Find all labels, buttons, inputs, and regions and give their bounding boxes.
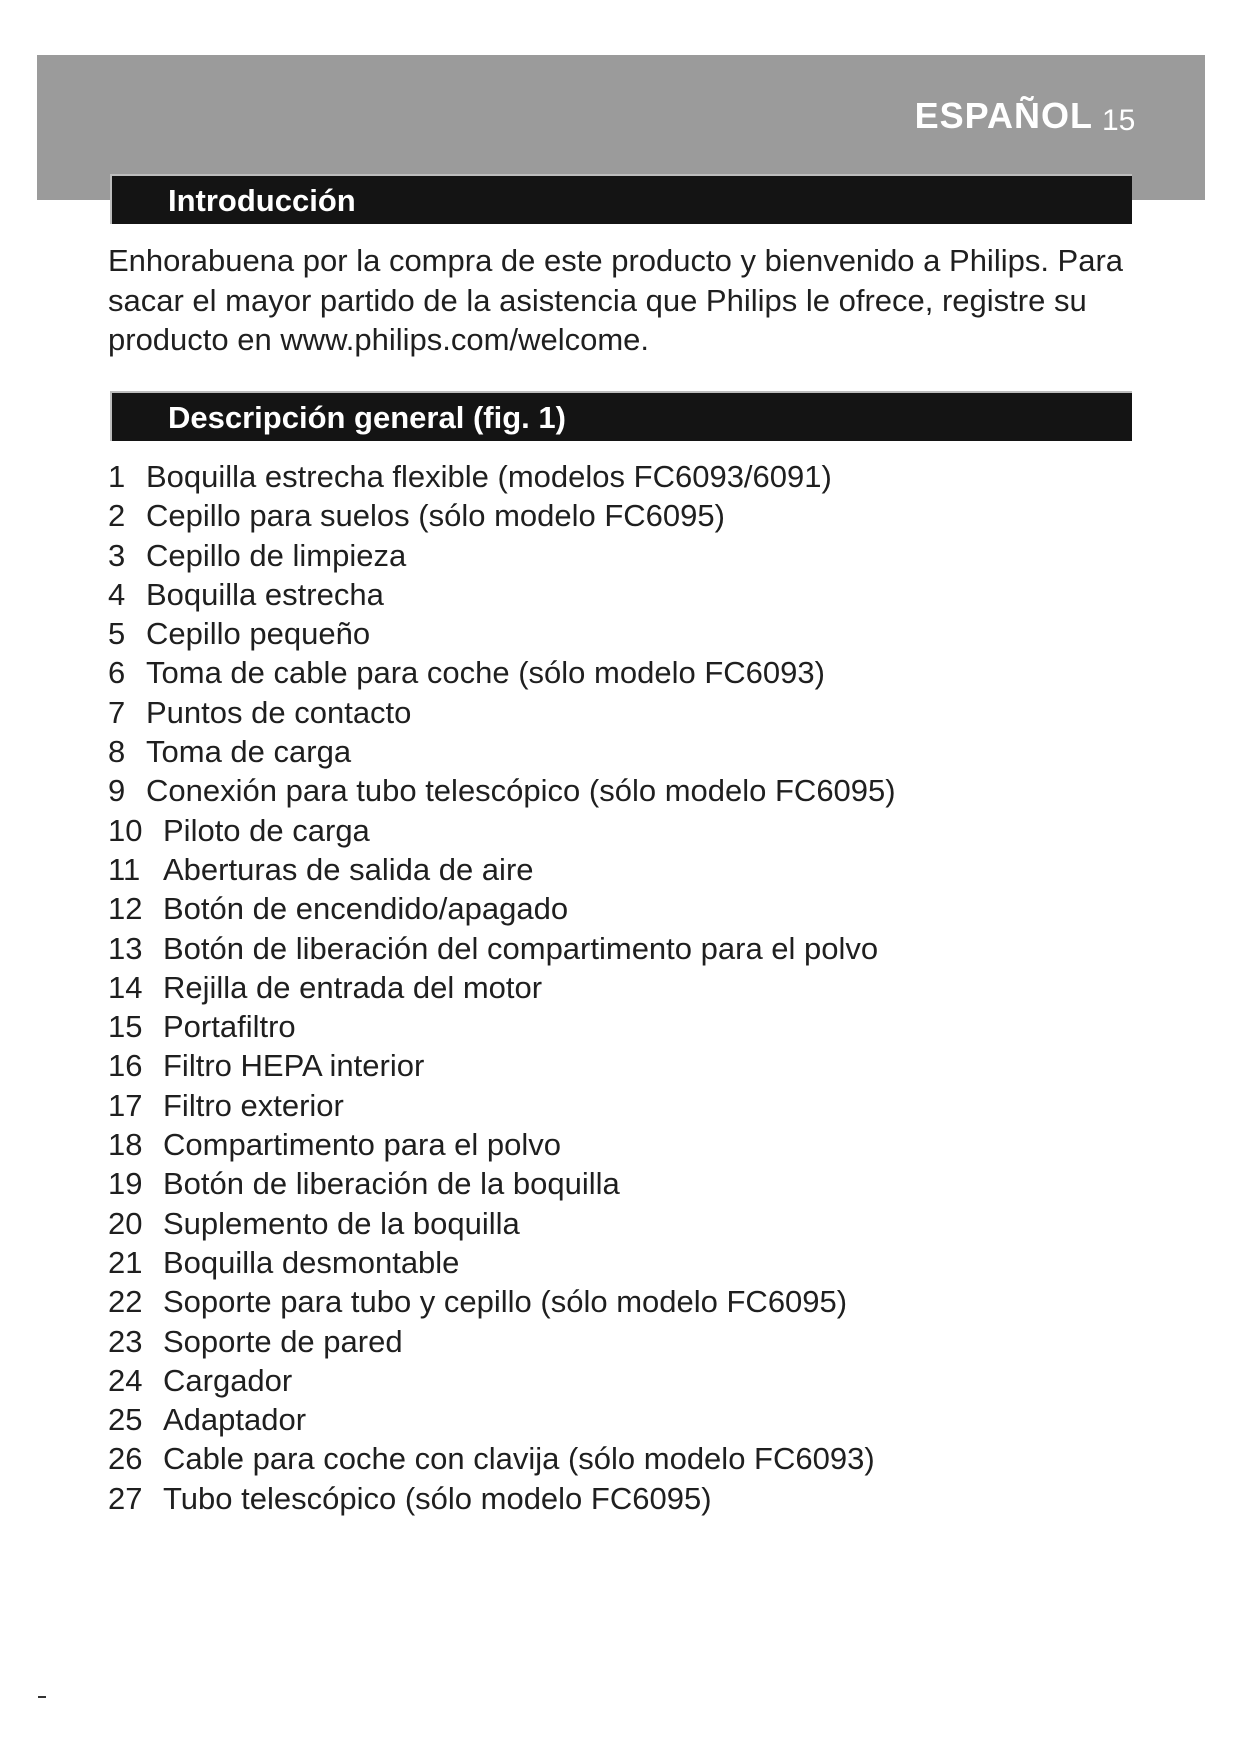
item-number: 13	[108, 930, 143, 966]
item-text: Suplemento de la boquilla	[163, 1205, 520, 1241]
item-number: 5	[108, 616, 126, 652]
item-text: Piloto de carga	[163, 812, 370, 848]
item-text: Portafiltro	[163, 1009, 296, 1045]
list-item	[108, 1086, 896, 1125]
description-section-bar	[110, 391, 1132, 441]
item-number: 25	[108, 1402, 143, 1438]
item-text: Soporte para tubo y cepillo (sólo modelo FC6095)	[163, 1284, 848, 1320]
item-number: 4	[108, 576, 126, 612]
intro-heading: Introducción	[168, 183, 356, 218]
list-item	[108, 536, 896, 575]
list-item	[108, 732, 896, 771]
item-number: 24	[108, 1362, 143, 1398]
page-number: 15	[1102, 104, 1136, 137]
item-number: 11	[108, 851, 141, 887]
list-item	[108, 1046, 896, 1085]
list-item	[108, 1125, 896, 1164]
item-text: Toma de carga	[146, 734, 352, 770]
item-text: Botón de liberación del compartimento para el polvo	[163, 930, 879, 966]
item-text: Aberturas de salida de aire	[163, 851, 534, 887]
item-text: Rejilla de entrada del motor	[163, 969, 543, 1005]
item-number: 21	[108, 1244, 143, 1280]
list-item	[108, 811, 896, 850]
list-item	[108, 889, 896, 928]
item-number: 10	[108, 812, 143, 848]
page-edge-mark	[38, 1696, 46, 1698]
list-item	[108, 1282, 896, 1321]
list-item	[108, 1204, 896, 1243]
item-text: Tubo telescópico (sólo modelo FC6095)	[163, 1480, 712, 1516]
item-text: Puntos de contacto	[146, 694, 412, 730]
list-item	[108, 1243, 896, 1282]
item-text: Cepillo de limpieza	[146, 537, 407, 573]
list-item	[108, 457, 896, 496]
item-text: Cepillo pequeño	[146, 616, 371, 652]
item-text: Boquilla estrecha	[146, 576, 384, 612]
item-text: Botón de encendido/apagado	[163, 891, 569, 927]
item-number: 12	[108, 891, 143, 927]
list-item	[108, 1400, 896, 1439]
language-title: ESPAÑOL	[914, 95, 1093, 136]
item-number: 20	[108, 1205, 143, 1241]
list-item	[108, 1361, 896, 1400]
list-item	[108, 1439, 896, 1478]
item-number: 16	[108, 1048, 143, 1084]
list-item	[108, 1479, 896, 1518]
item-number: 6	[108, 655, 126, 691]
item-number: 22	[108, 1284, 143, 1320]
item-number: 18	[108, 1127, 143, 1163]
list-item	[108, 614, 896, 653]
list-item	[108, 496, 896, 535]
item-number: 14	[108, 969, 143, 1005]
item-text: Cargador	[163, 1362, 293, 1398]
item-text: Soporte de pared	[163, 1323, 403, 1359]
intro-section-bar	[110, 174, 1132, 224]
item-text: Adaptador	[163, 1402, 307, 1438]
item-text: Conexión para tubo telescópico (sólo modelo FC6095)	[146, 773, 896, 809]
list-item	[108, 968, 896, 1007]
list-item	[108, 653, 896, 692]
item-text: Boquilla desmontable	[163, 1244, 460, 1280]
list-item	[108, 575, 896, 614]
item-text: Cable para coche con clavija (sólo modelo FC6093)	[163, 1441, 875, 1477]
item-number: 7	[108, 694, 126, 730]
item-text: Cepillo para suelos (sólo modelo FC6095)	[146, 498, 725, 534]
item-text: Filtro exterior	[163, 1087, 344, 1123]
item-number: 2	[108, 498, 126, 534]
item-text: Botón de liberación de la boquilla	[163, 1166, 620, 1202]
list-item	[108, 771, 896, 810]
item-number: 27	[108, 1480, 143, 1516]
item-number: 15	[108, 1009, 143, 1045]
description-heading: Descripción general (fig. 1)	[168, 400, 566, 435]
item-text: Filtro HEPA interior	[163, 1048, 425, 1084]
item-number: 17	[108, 1087, 143, 1123]
list-item	[108, 1007, 896, 1046]
list-item	[108, 929, 896, 968]
list-item	[108, 1322, 896, 1361]
item-number: 1	[108, 459, 126, 494]
item-text: Compartimento para el polvo	[163, 1127, 562, 1163]
item-text: Toma de cable para coche (sólo modelo FC6093)	[146, 655, 825, 691]
parts-list	[108, 457, 896, 1518]
item-number: 8	[108, 734, 126, 770]
list-item	[108, 1164, 896, 1203]
item-number: 3	[108, 537, 126, 573]
item-text: Boquilla estrecha flexible (modelos FC6093/6091)	[146, 459, 832, 494]
intro-paragraph: Enhorabuena por la compra de este producto y bienvenido a Philips. Para sacar el mayor partido de la asistencia que Philips le ofrece, registre su producto en www.philips.com/welcome.	[108, 243, 1124, 357]
list-item	[108, 850, 896, 889]
list-item	[108, 693, 896, 732]
item-number: 23	[108, 1323, 143, 1359]
item-number: 19	[108, 1166, 143, 1202]
item-number: 26	[108, 1441, 143, 1477]
item-number: 9	[108, 773, 126, 809]
